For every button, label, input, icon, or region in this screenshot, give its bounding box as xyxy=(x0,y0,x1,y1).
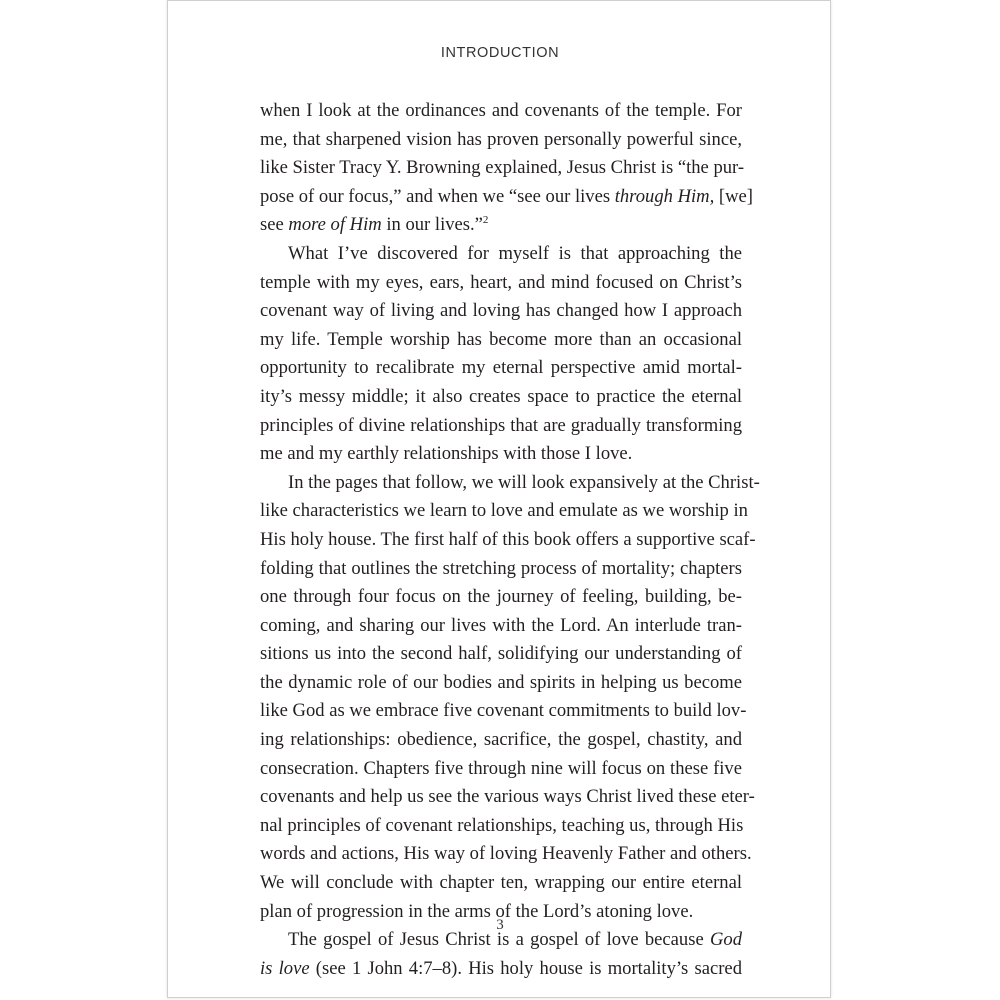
text-segment: sitions us into the second half, solidifying our understanding of xyxy=(260,643,742,665)
italic-text: through Him, xyxy=(614,185,715,207)
text-segment: (see 1 John 4:7–8). His holy house is mortality’s sacred xyxy=(309,957,742,979)
text-segment: in our lives.” xyxy=(381,214,483,236)
text-segment: when I look at the ordinances and covenants of the temple. For xyxy=(260,100,742,121)
text-segment: His holy house. The first half of this book offers a supportive scaf- xyxy=(260,528,756,550)
running-head: INTRODUCTION xyxy=(440,45,560,61)
text-segment: me and my earthly relationships with those I love. xyxy=(260,443,633,465)
text-segment: words and actions, His way of loving Heavenly Father and others. xyxy=(260,843,752,865)
text-segment: ing relationships: obedience, sacrifice, the gospel, chastity, and xyxy=(260,729,742,751)
text-line xyxy=(260,269,742,298)
text-segment: principles of divine relationships that are gradually transforming xyxy=(260,414,742,436)
text-line xyxy=(260,183,753,212)
text-segment: one through four focus on the journey of feeling, building, be- xyxy=(260,586,742,608)
text-line xyxy=(260,869,742,898)
text-line xyxy=(260,726,742,755)
text-line xyxy=(260,97,742,126)
body-text xyxy=(260,97,760,983)
text-line xyxy=(260,154,745,183)
text-segment: like characteristics we learn to love and emulate as we worship in xyxy=(260,500,748,522)
text-line xyxy=(260,783,755,812)
text-segment: temple with my eyes, ears, heart, and mind focused on Christ’s xyxy=(260,271,742,293)
text-segment: plan of progression in the arms of the Lord’s atoning love. xyxy=(260,900,694,922)
text-segment: like God as we embrace five covenant commitments to build lov- xyxy=(260,700,747,722)
text-line xyxy=(260,640,742,669)
text-line xyxy=(260,955,742,984)
text-segment: consecration. Chapters five through nine will focus on these five xyxy=(260,757,742,779)
text-segment: see xyxy=(260,214,289,236)
text-line xyxy=(260,354,742,383)
italic-text: is love xyxy=(260,957,310,979)
text-segment: folding that outlines the stretching process of mortality; chapters xyxy=(260,557,742,579)
text-segment: The gospel of Jesus Christ is a gospel of love because xyxy=(288,929,710,951)
text-segment: nal principles of covenant relationships, teaching us, through His xyxy=(260,814,744,836)
text-segment: covenants and help us see the various ways Christ lived these eter- xyxy=(260,786,755,808)
text-line xyxy=(260,497,748,526)
text-segment: What I’ve discovered for myself is that approaching the xyxy=(288,242,742,264)
text-line xyxy=(260,812,742,841)
text-segment: the dynamic role of our bodies and spirits in helping us become xyxy=(260,671,742,693)
text-line xyxy=(260,840,752,869)
text-line xyxy=(260,240,742,269)
text-line xyxy=(260,469,760,498)
text-line xyxy=(260,526,756,555)
text-segment: ity’s messy middle; it also creates space to practice the eternal xyxy=(260,385,742,407)
text-segment: me, that sharpened vision has proven personally powerful since, xyxy=(260,128,742,150)
text-segment: We will conclude with chapter ten, wrapping our entire eternal xyxy=(260,872,742,894)
text-segment: opportunity to recalibrate my eternal perspective amid mortal- xyxy=(260,357,742,379)
italic-text: God xyxy=(709,929,742,951)
text-line xyxy=(260,412,742,441)
text-segment: covenant way of living and loving has changed how I approach xyxy=(260,300,742,322)
text-line xyxy=(260,669,742,698)
text-line xyxy=(260,697,747,726)
text-line xyxy=(260,211,742,240)
page-number: 3 xyxy=(496,917,504,933)
text-segment: pose of our focus,” and when we “see our lives xyxy=(260,185,615,207)
italic-text: more of Him xyxy=(288,214,382,236)
text-line xyxy=(260,555,742,584)
book-page xyxy=(167,0,831,998)
text-segment: [we] xyxy=(714,185,753,207)
text-line xyxy=(260,383,742,412)
text-line xyxy=(260,326,742,355)
text-segment: coming, and sharing our lives with the Lord. An interlude tran- xyxy=(260,614,742,636)
text-segment: like Sister Tracy Y. Browning explained, Jesus Christ is “the pur- xyxy=(260,157,745,179)
text-segment: my life. Temple worship has become more than an occasional xyxy=(260,328,742,350)
text-segment: In the pages that follow, we will look expansively at the Christ- xyxy=(288,471,760,493)
text-line xyxy=(260,583,742,612)
text-line xyxy=(260,126,742,155)
text-line xyxy=(260,755,742,784)
footnote-marker: 2 xyxy=(482,214,489,227)
text-line xyxy=(260,440,742,469)
text-line xyxy=(260,297,742,326)
text-line xyxy=(260,612,742,641)
